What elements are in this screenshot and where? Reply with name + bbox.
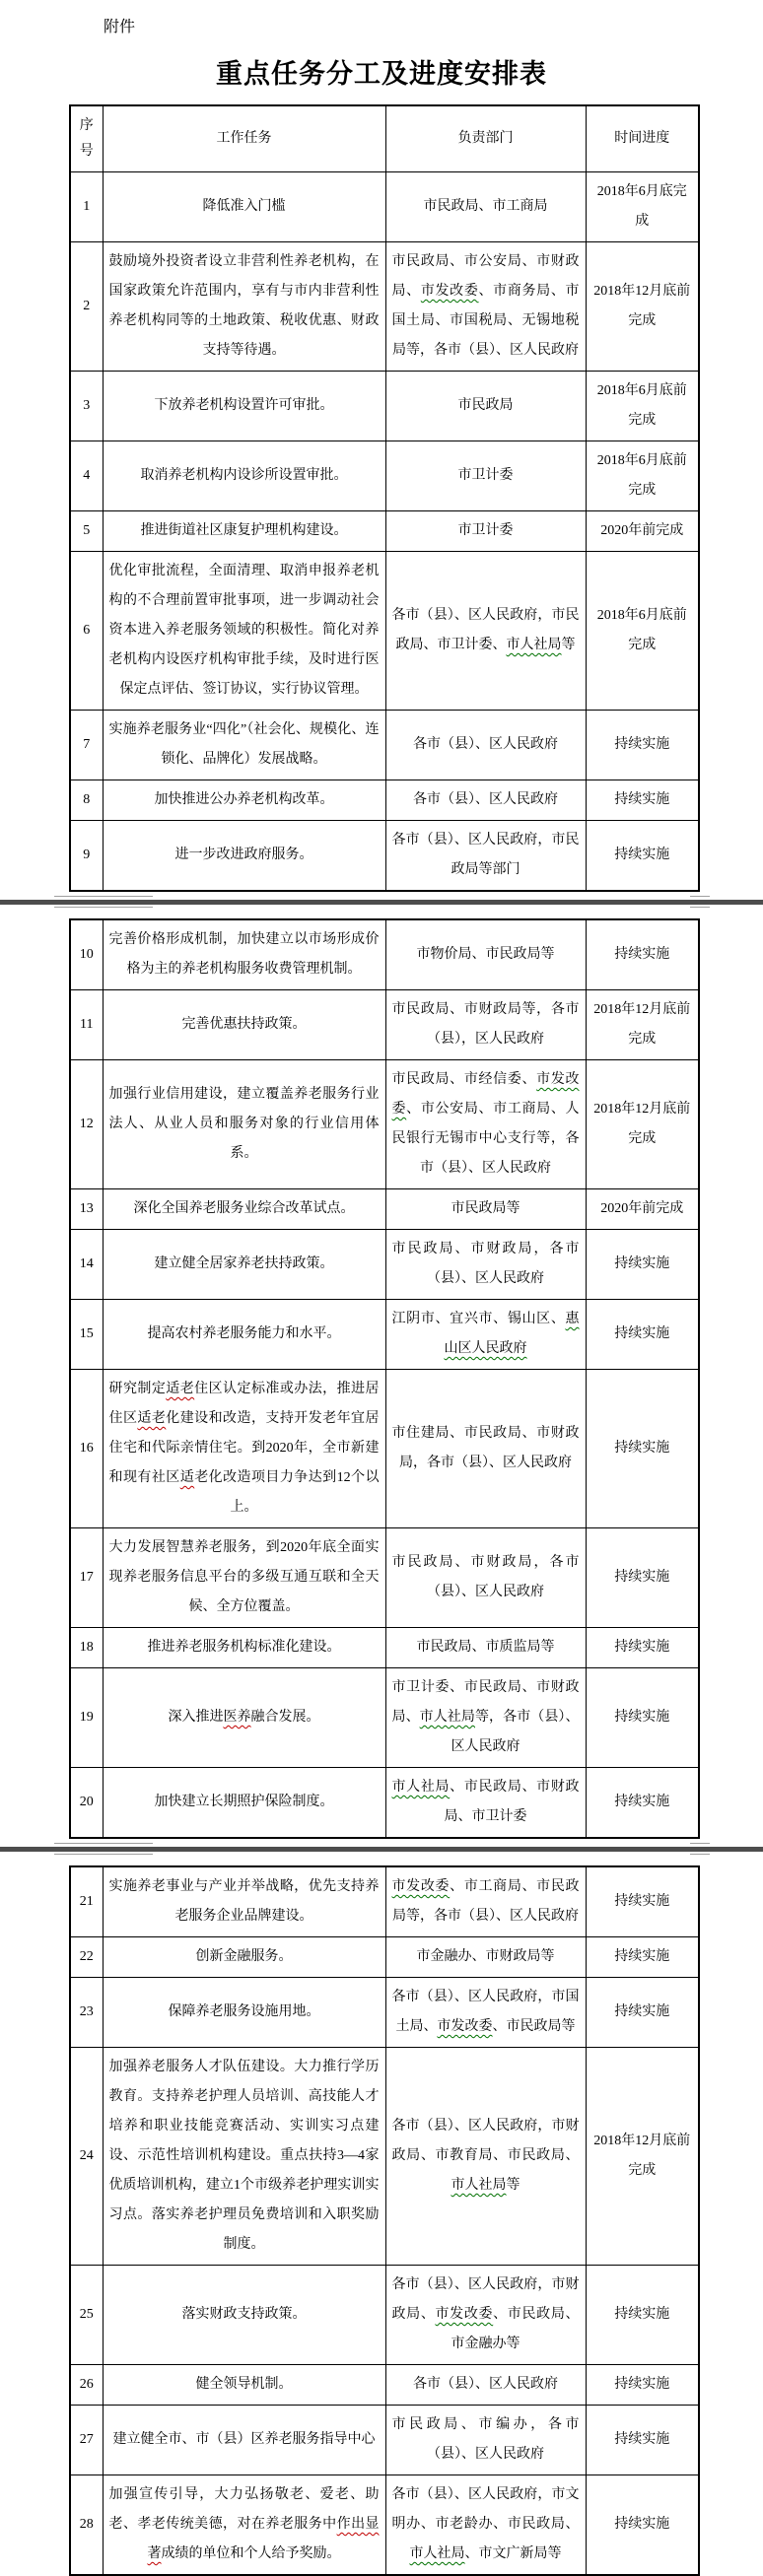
cell-responsible-department: 市民政局、市财政局，各市（县）、区人民政府 [385, 1528, 586, 1628]
cell-time-schedule: 2020年前完成 [586, 1189, 699, 1230]
cell-serial-number: 17 [70, 1528, 103, 1628]
table-row [70, 2365, 699, 2406]
table-row [70, 2406, 699, 2475]
column-header-1: 工作任务 [103, 105, 385, 172]
cell-time-schedule: 持续实施 [586, 2475, 699, 2576]
table-row [70, 1978, 699, 2048]
cell-serial-number: 22 [70, 1937, 103, 1978]
table-row [70, 1230, 699, 1300]
cell-work-task: 取消养老机构内设诊所设置审批。 [103, 441, 385, 511]
cell-responsible-department: 各市（县）、区人民政府，市文明办、市老龄办、市民政局、市人社局、市文广新局等 [385, 2475, 586, 2576]
spellcheck-green-mark: 市发改委 [437, 2019, 493, 2034]
cell-work-task: 建立健全居家养老扶持政策。 [103, 1230, 385, 1300]
cell-time-schedule: 持续实施 [586, 1866, 699, 1937]
cell-work-task: 建立健全市、市（县）区养老服务指导中心 [103, 2406, 385, 2475]
spellcheck-red-mark: 适老 [137, 1411, 167, 1426]
table-row [70, 711, 699, 780]
cell-work-task: 鼓励境外投资者设立非营利性养老机构，在国家政策允许范围内，享有与市内非营利性养老机构同等的土地政策、税收优惠、财政支持等待遇。 [103, 242, 385, 372]
page-break-2 [0, 1842, 763, 1856]
task-table [69, 104, 700, 892]
cell-work-task: 健全领导机制。 [103, 2365, 385, 2406]
cell-serial-number: 24 [70, 2048, 103, 2266]
cell-work-task: 加强宣传引导，大力弘扬敬老、爱老、助老、孝老传统美德，对在养老服务中作出显著成绩的单位和个人给予奖励。 [103, 2475, 385, 2576]
spellcheck-green-mark: 市人社 [409, 2546, 451, 2561]
attachment-label: 附件 [104, 19, 136, 35]
cell-serial-number: 19 [70, 1668, 103, 1768]
table-row [70, 990, 699, 1060]
task-table-page-3 [69, 1865, 763, 2576]
cell-responsible-department: 江阴市、宜兴市、锡山区、惠山区人民政府 [385, 1300, 586, 1370]
page-break-bar [0, 1847, 763, 1852]
cell-work-task: 深化全国养老服务业综合改革试点。 [103, 1189, 385, 1230]
cell-responsible-department: 市民政局、市公安局、市财政局、市发改委、市商务局、市国土局、市国税局、无锡地税局等，各市（县）、区人民政府 [385, 242, 586, 372]
cell-responsible-department: 市卫计委 [385, 441, 586, 511]
cell-time-schedule: 持续实施 [586, 1528, 699, 1628]
cell-time-schedule: 持续实施 [586, 1937, 699, 1978]
cell-work-task: 保障养老服务设施用地。 [103, 1978, 385, 2048]
page-break-tick-right [690, 1843, 710, 1855]
cell-serial-number: 28 [70, 2475, 103, 2576]
table-row [70, 1628, 699, 1668]
table-row [70, 1937, 699, 1978]
cell-work-task: 进一步改进政府服务。 [103, 821, 385, 892]
spellcheck-green-mark: 市人社局 [419, 1710, 475, 1725]
cell-serial-number: 27 [70, 2406, 103, 2475]
cell-time-schedule: 2018年6月底前完成 [586, 441, 699, 511]
cell-time-schedule: 2018年6月底完成 [586, 172, 699, 242]
table-row [70, 1668, 699, 1768]
cell-time-schedule: 持续实施 [586, 821, 699, 892]
table-row [70, 372, 699, 441]
cell-serial-number: 2 [70, 242, 103, 372]
page-break-bar [0, 900, 763, 905]
cell-responsible-department: 各市（县）、区人民政府 [385, 780, 586, 821]
spellcheck-green-mark: 市人社局 [391, 1780, 451, 1795]
cell-work-task: 优化审批流程，全面清理、取消申报养老机构的不合理前置审批事项，进一步调动社会资本进入养老服务领域的积极性。简化对养老机构内设医疗机构审批手续，及时进行医保定点评估、签订协议，实行协议管理。 [103, 552, 385, 711]
spellcheck-green-mark: 市人社局 [451, 2178, 507, 2193]
cell-time-schedule: 2018年6月底前完成 [586, 372, 699, 441]
cell-time-schedule: 持续实施 [586, 1300, 699, 1370]
cell-time-schedule: 持续实施 [586, 1628, 699, 1668]
cell-work-task: 研究制定适老住区认定标准或办法，推进居住区适老化建设和改造，支持开发老年宜居住宅和代际亲情住宅。到2020年，全市新建和现有社区适老化改造项目力争达到12个以上。 [103, 1370, 385, 1528]
cell-serial-number: 10 [70, 919, 103, 990]
cell-work-task: 实施养老事业与产业并举战略，优先支持养老服务企业品牌建设。 [103, 1866, 385, 1937]
cell-responsible-department: 市人社局、市民政局、市财政局、市卫计委 [385, 1768, 586, 1839]
cell-work-task: 深入推进医养融合发展。 [103, 1668, 385, 1768]
cell-work-task: 降低准入门槛 [103, 172, 385, 242]
page-title: 重点任务分工及进度安排表 [216, 59, 547, 89]
cell-serial-number: 16 [70, 1370, 103, 1528]
cell-serial-number: 18 [70, 1628, 103, 1668]
cell-work-task: 下放养老机构设置许可审批。 [103, 372, 385, 441]
cell-time-schedule: 持续实施 [586, 780, 699, 821]
cell-time-schedule: 持续实施 [586, 1370, 699, 1528]
task-table-page-2 [69, 918, 763, 1839]
cell-responsible-department: 市金融办、市财政局等 [385, 1937, 586, 1978]
cell-responsible-department: 市民政局等 [385, 1189, 586, 1230]
cell-serial-number: 3 [70, 372, 103, 441]
spellcheck-green-mark: 惠山区人民政府 [444, 1312, 580, 1356]
table-row [70, 1300, 699, 1370]
cell-serial-number: 20 [70, 1768, 103, 1839]
cell-responsible-department: 市民政局、市工商局 [385, 172, 586, 242]
table-row [70, 242, 699, 372]
cell-work-task: 推进养老服务机构标准化建设。 [103, 1628, 385, 1668]
cell-work-task: 加快建立长期照护保险制度。 [103, 1768, 385, 1839]
column-header-2: 负责部门 [385, 105, 586, 172]
cell-time-schedule: 2018年6月底前完成 [586, 552, 699, 711]
cell-serial-number: 1 [70, 172, 103, 242]
table-row [70, 780, 699, 821]
cell-time-schedule: 2018年12月底前完成 [586, 242, 699, 372]
cell-serial-number: 14 [70, 1230, 103, 1300]
table-header [70, 105, 699, 172]
cell-time-schedule: 持续实施 [586, 919, 699, 990]
task-table [69, 918, 700, 1839]
table-row [70, 172, 699, 242]
cell-time-schedule: 持续实施 [586, 1668, 699, 1768]
table-row [70, 441, 699, 511]
cell-responsible-department: 各市（县）、区人民政府，市民政局、市卫计委、市人社局等 [385, 552, 586, 711]
page-break-tick-right [690, 896, 710, 908]
spellcheck-green-mark: 市发改委 [435, 2307, 494, 2322]
cell-work-task: 创新金融服务。 [103, 1937, 385, 1978]
cell-serial-number: 21 [70, 1866, 103, 1937]
table-row [70, 2475, 699, 2576]
cell-time-schedule: 持续实施 [586, 2266, 699, 2365]
cell-responsible-department: 各市（县）、区人民政府 [385, 711, 586, 780]
cell-serial-number: 13 [70, 1189, 103, 1230]
cell-serial-number: 8 [70, 780, 103, 821]
cell-responsible-department: 各市（县）、区人民政府，市财政局、市教育局、市民政局、市人社局等 [385, 2048, 586, 2266]
cell-responsible-department: 各市（县）、区人民政府，市国土局、市发改委、市民政局等 [385, 1978, 586, 2048]
spellcheck-green-mark: 局 [451, 2546, 465, 2561]
cell-responsible-department: 市住建局、市民政局、市财政局，各市（县）、区人民政府 [385, 1370, 586, 1528]
cell-time-schedule: 持续实施 [586, 2406, 699, 2475]
table-row [70, 2266, 699, 2365]
table-row [70, 2048, 699, 2266]
cell-time-schedule: 持续实施 [586, 1978, 699, 2048]
cell-work-task: 大力发展智慧养老服务，到2020年底全面实现养老服务信息平台的多级互通互联和全天候、全方位覆盖。 [103, 1528, 385, 1628]
cell-work-task: 加强行业信用建设，建立覆盖养老服务行业法人、从业人员和服务对象的行业信用体系。 [103, 1060, 385, 1189]
table-row [70, 1060, 699, 1189]
cell-serial-number: 23 [70, 1978, 103, 2048]
cell-work-task: 落实财政支持政策。 [103, 2266, 385, 2365]
table-row [70, 1866, 699, 1937]
cell-responsible-department: 市民政局、市编办，各市（县）、区人民政府 [385, 2406, 586, 2475]
cell-serial-number: 11 [70, 990, 103, 1060]
cell-responsible-department: 市卫计委 [385, 511, 586, 552]
table-row [70, 919, 699, 990]
table-row [70, 511, 699, 552]
cell-time-schedule: 2020年前完成 [586, 511, 699, 552]
cell-responsible-department: 各市（县）、区人民政府，市财政局、市发改委、市民政局、市金融办等 [385, 2266, 586, 2365]
table-row [70, 1189, 699, 1230]
cell-serial-number: 6 [70, 552, 103, 711]
cell-time-schedule: 持续实施 [586, 711, 699, 780]
cell-serial-number: 12 [70, 1060, 103, 1189]
column-header-3: 时间进度 [586, 105, 699, 172]
cell-responsible-department: 市民政局、市质监局等 [385, 1628, 586, 1668]
cell-responsible-department: 各市（县）、区人民政府 [385, 2365, 586, 2406]
cell-work-task: 完善价格形成机制，加快建立以市场形成价格为主的养老机构服务收费管理机制。 [103, 919, 385, 990]
cell-work-task: 加快推进公办养老机构改革。 [103, 780, 385, 821]
table-row [70, 1528, 699, 1628]
cell-serial-number: 4 [70, 441, 103, 511]
column-header-0: 序号 [70, 105, 103, 172]
cell-responsible-department: 市民政局、市财政局，各市（县）、区人民政府 [385, 1230, 586, 1300]
cell-time-schedule: 持续实施 [586, 1230, 699, 1300]
cell-responsible-department: 各市（县）、区人民政府，市民政局等部门 [385, 821, 586, 892]
cell-responsible-department: 市发改委、市工商局、市民政局等，各市（县）、区人民政府 [385, 1866, 586, 1937]
table-row [70, 552, 699, 711]
cell-serial-number: 25 [70, 2266, 103, 2365]
spellcheck-green-mark: 市人社局 [506, 638, 562, 652]
cell-serial-number: 15 [70, 1300, 103, 1370]
cell-serial-number: 5 [70, 511, 103, 552]
cell-time-schedule: 持续实施 [586, 1768, 699, 1839]
cell-serial-number: 9 [70, 821, 103, 892]
cell-time-schedule: 2018年12月底前完成 [586, 990, 699, 1060]
spellcheck-red-mark: 医养 [223, 1710, 251, 1725]
cell-serial-number: 7 [70, 711, 103, 780]
cell-responsible-department: 市物价局、市民政局等 [385, 919, 586, 990]
cell-responsible-department: 市民政局 [385, 372, 586, 441]
spellcheck-green-mark: 市发改委 [391, 1879, 451, 1894]
cell-work-task: 完善优惠扶持政策。 [103, 990, 385, 1060]
table-row [70, 1370, 699, 1528]
cell-work-task: 加强养老服务人才队伍建设。大力推行学历教育。支持养老护理人员培训、高技能人才培养和职业技能竞赛活动、实训实习点建设、示范性培训机构建设。重点扶持3—4家优质培训机构，建立1个市级养老护理实训实习点。落实养老护理员免费培训和入职奖励制度。 [103, 2048, 385, 2266]
cell-time-schedule: 持续实施 [586, 2365, 699, 2406]
cell-responsible-department: 市民政局、市经信委、市发改委、市公安局、市工商局、人民银行无锡市中心支行等，各市（县）、区人民政府 [385, 1060, 586, 1189]
cell-responsible-department: 市卫计委、市民政局、市财政局、市人社局等，各市（县）、区人民政府 [385, 1668, 586, 1768]
page-break-1 [0, 895, 763, 909]
table-row [70, 821, 699, 892]
spellcheck-green-mark: 市发改委 [420, 284, 479, 299]
cell-time-schedule: 2018年12月底前完成 [586, 1060, 699, 1189]
cell-work-task: 推进街道社区康复护理机构建设。 [103, 511, 385, 552]
spellcheck-red-mark: 作出显著 [147, 2517, 380, 2561]
spellcheck-green-mark: 市发改委 [391, 1072, 580, 1117]
table-row [70, 1768, 699, 1839]
task-table-page-1 [69, 104, 763, 892]
task-table [69, 1865, 700, 2576]
cell-work-task: 实施养老服务业“四化”（社会化、规模化、连锁化、品牌化）发展战略。 [103, 711, 385, 780]
header-row [70, 105, 699, 172]
cell-time-schedule: 2018年12月底前完成 [586, 2048, 699, 2266]
spellcheck-red-mark: 适老 [166, 1382, 195, 1396]
cell-work-task: 提高农村养老服务能力和水平。 [103, 1300, 385, 1370]
cell-serial-number: 26 [70, 2365, 103, 2406]
spellcheck-red-mark: 适 [179, 1470, 195, 1485]
cell-responsible-department: 市民政局、市财政局等，各市（县），区人民政府 [385, 990, 586, 1060]
